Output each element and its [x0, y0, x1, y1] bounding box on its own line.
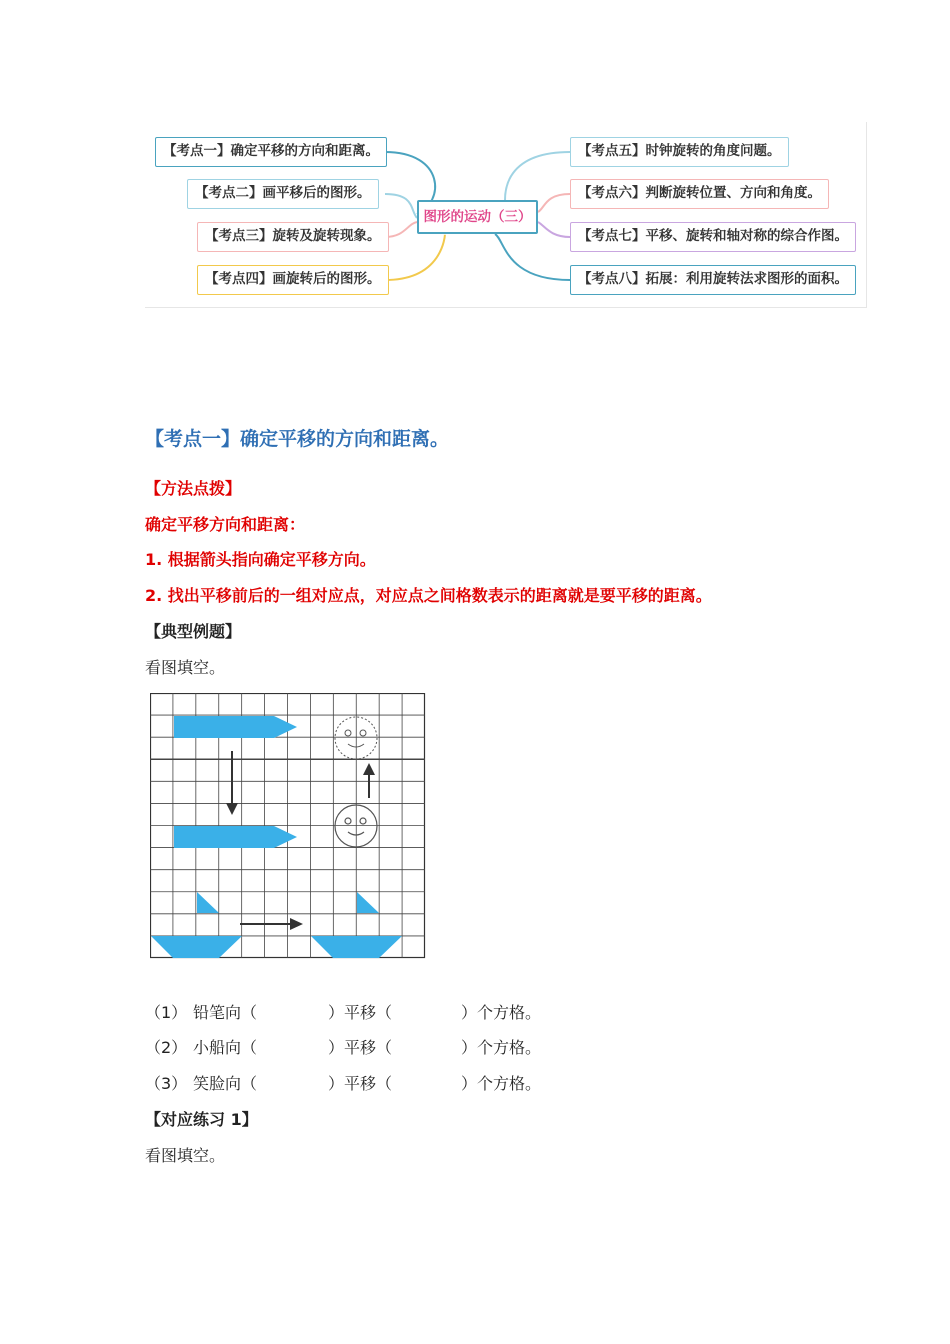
question-mid: ）平移（ [328, 1038, 393, 1057]
question-end: ）个方格。 [461, 1003, 542, 1022]
mindmap-node-3: 【考点三】旋转及旋转现象。 [197, 222, 389, 252]
connector-4 [385, 234, 445, 280]
mindmap-center-node: 图形的运动（三） [417, 200, 538, 234]
question-number: （2） [145, 1038, 188, 1057]
question-number: （1） [145, 1003, 188, 1022]
pencil-shape-original [174, 716, 297, 738]
question-mid: ）平移（ [328, 1074, 393, 1093]
method-step-1: 1. 根据箭头指向确定平移方向。 [145, 550, 376, 569]
example-label: 【典型例题】 [145, 622, 242, 641]
translation-grid-figure [150, 693, 426, 959]
connector-8 [495, 234, 570, 280]
mindmap-node-6: 【考点六】判断旋转位置、方向和角度。 [570, 179, 829, 209]
mindmap-node-8: 【考点八】拓展：利用旋转法求图形的面积。 [570, 265, 856, 295]
connector-7 [538, 222, 570, 237]
method-heading: 确定平移方向和距离： [145, 515, 306, 534]
question-subject: 铅笔向（ [193, 1003, 258, 1022]
example-prompt: 看图填空。 [145, 658, 226, 677]
practice-label: 【对应练习 1】 [145, 1110, 258, 1129]
mind-map [145, 122, 867, 308]
connector-2 [385, 194, 417, 218]
mindmap-node-1: 【考点一】确定平移的方向和距离。 [155, 137, 387, 167]
method-step-2: 2. 找出平移前后的一组对应点，对应点之间格数表示的距离就是要平移的距离。 [145, 586, 712, 605]
question-end: ）个方格。 [461, 1038, 542, 1057]
mindmap-node-7: 【考点七】平移、旋转和轴对称的综合作图。 [570, 222, 856, 252]
pencil-shape-translated [174, 826, 297, 848]
practice-prompt: 看图填空。 [145, 1146, 226, 1165]
mindmap-node-4: 【考点四】画旋转后的图形。 [197, 265, 389, 295]
connector-5 [505, 152, 570, 200]
mindmap-node-5: 【考点五】时钟旋转的角度问题。 [570, 137, 789, 167]
question-subject: 小船向（ [193, 1038, 258, 1057]
section-title: 【考点一】确定平移的方向和距离。 [145, 428, 450, 450]
connector-3 [385, 222, 417, 237]
mindmap-node-2: 【考点二】画平移后的图形。 [187, 179, 379, 209]
question-number: （3） [145, 1074, 188, 1093]
question-end: ）个方格。 [461, 1074, 542, 1093]
question-subject: 笑脸向（ [193, 1074, 258, 1093]
connector-6 [538, 194, 570, 212]
question-mid: ）平移（ [328, 1003, 393, 1022]
method-label: 【方法点拨】 [145, 479, 242, 498]
